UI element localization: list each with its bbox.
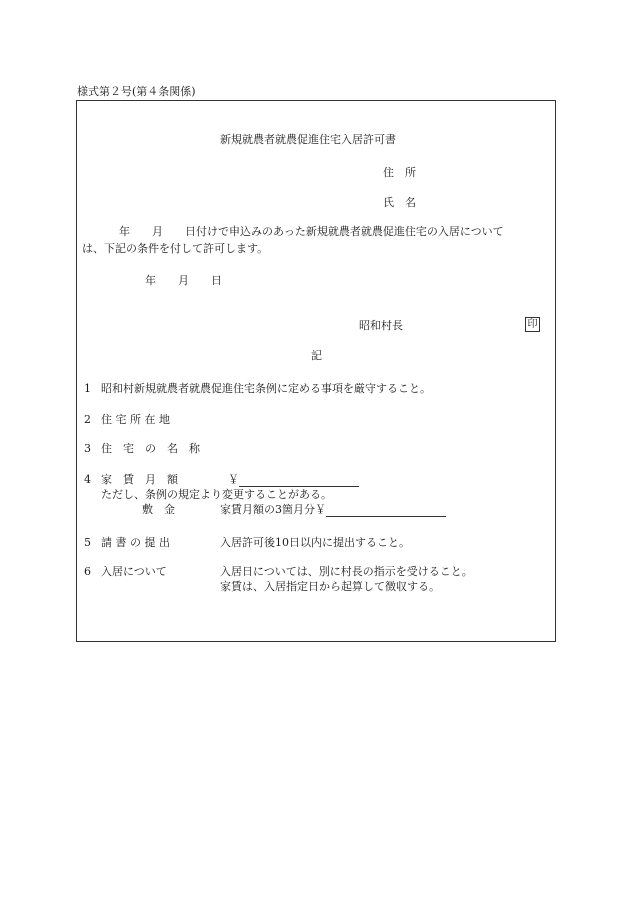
item-1-number: 1 <box>84 382 91 395</box>
rent-note: ただし、条例の規定より変更することがある。 <box>101 488 332 501</box>
item-2-number: 2 <box>84 413 91 426</box>
deposit-blank-line <box>326 504 446 517</box>
item-3-number: 3 <box>84 442 91 455</box>
item-6-value-1: 入居日については、別に村長の指示を受けること。 <box>220 565 473 578</box>
rent-yen: ￥ <box>228 473 239 486</box>
issuer: 昭和村長 <box>359 319 403 332</box>
item-4-label: 家 賃 月 額 <box>101 473 178 486</box>
address-label: 住 所 <box>383 166 416 179</box>
item-5-value: 入居許可後10日以内に提出すること。 <box>220 536 410 549</box>
seal-mark: 印 <box>525 317 540 332</box>
deposit-text: 家賃月額の3箇月分￥ <box>220 503 326 516</box>
body-line-1 <box>119 225 504 239</box>
document-title: 新規就農者就農促進住宅入居許可書 <box>220 133 396 146</box>
deposit-value <box>220 503 446 517</box>
item-3-label: 住 宅 の 名 称 <box>101 442 200 455</box>
item-4-number: 4 <box>84 473 91 486</box>
rent-value <box>228 473 359 487</box>
body-line-1-text: 年 月 日付けで申込みのあった新規就農者就農促進住宅の入居につい <box>119 225 493 238</box>
item-6-number: 6 <box>84 565 91 578</box>
body-line-1-tail: て <box>492 225 504 238</box>
deposit-label: 敷 金 <box>142 503 175 516</box>
document-frame <box>76 100 556 642</box>
form-number: 様式第２号(第４条関係) <box>77 85 196 98</box>
item-1-text: 昭和村新規就農者就農促進住宅条例に定める事項を厳守すること。 <box>101 382 431 395</box>
rent-blank-line <box>239 474 359 487</box>
body-line-2: は、下記の条件を付して許可します。 <box>82 242 269 255</box>
item-6-label: 入居について <box>101 565 167 578</box>
item-2-label: 住 宅 所 在 地 <box>101 413 170 426</box>
item-6-value-2: 家賃は、入居指定日から起算して徴収する。 <box>220 580 440 593</box>
item-5-label: 請 書 の 提 出 <box>101 536 170 549</box>
item-5-number: 5 <box>84 536 91 549</box>
issue-date: 年 月 日 <box>145 274 222 287</box>
name-label: 氏 名 <box>383 196 416 209</box>
record-heading: 記 <box>311 349 322 362</box>
